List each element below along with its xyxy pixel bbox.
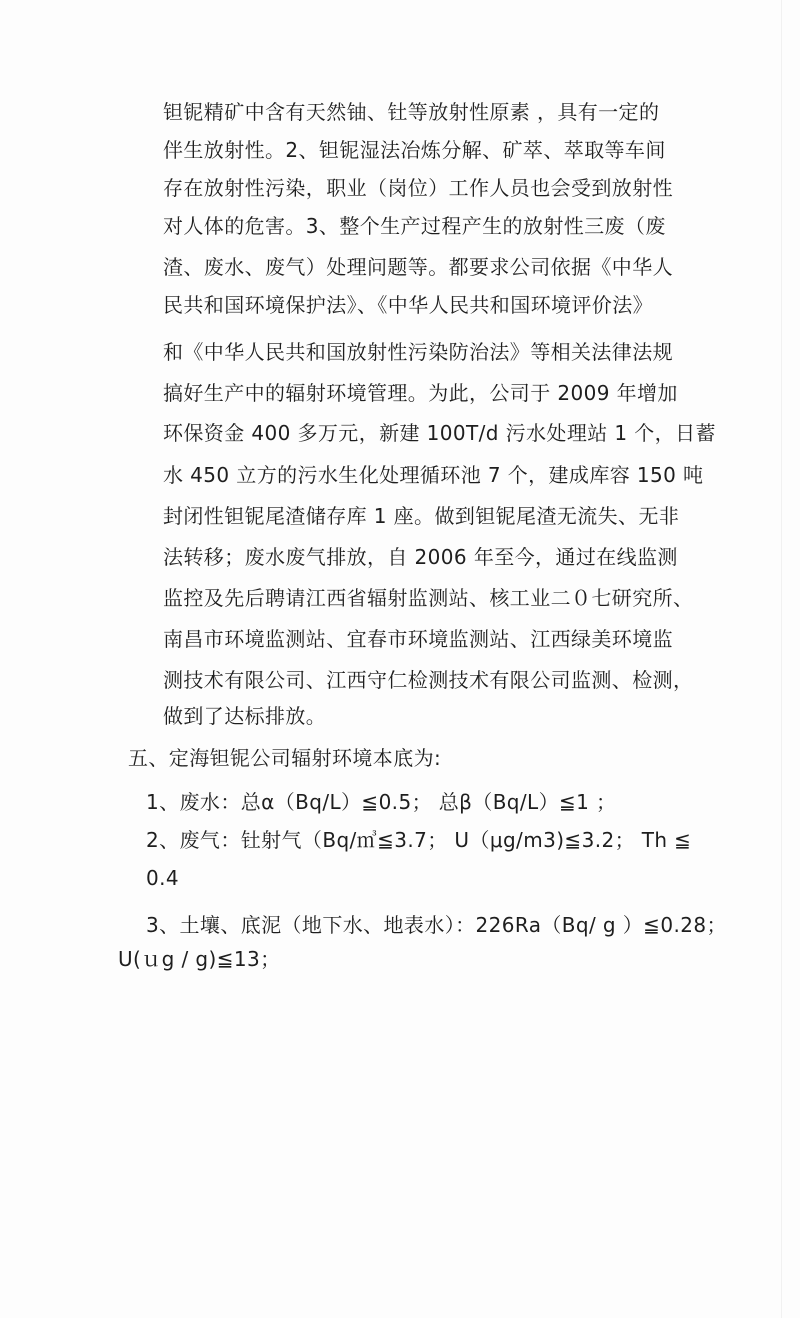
paragraph-line: 水 450 立方的污水生化处理循环池 7 个，建成库容 150 吨 — [163, 463, 704, 487]
paragraph-line: 封闭性钽铌尾渣储存库 1 座。做到钽铌尾渣无流失、无非 — [163, 504, 680, 528]
paragraph-line: 和《中华人民共和国放射性污染防治法》等相关法律法规 — [163, 340, 673, 364]
paragraph-line: 环保资金 400 多万元，新建 100T/d 污水处理站 1 个，日蓄 — [163, 421, 716, 445]
item-soil-sediment: 3、土壤、底泥（地下水、地表水）：226Ra（Bq/ g ）≦0.28； — [146, 913, 727, 937]
section-heading: 五、定海钽铌公司辐射环境本底为: — [128, 746, 442, 770]
paragraph-line: 测技术有限公司、江西守仁检测技术有限公司监测、检测， — [163, 668, 694, 692]
item-exhaust-gas: 2、废气：钍射气（Bq/㎥≦3.7； U（μg/m3)≦3.2； Th ≦ — [146, 828, 692, 852]
item-soil-sediment-continued: U(ｕg / g)≦13； — [118, 947, 281, 971]
paragraph-line: 渣、废水、废气）处理问题等。都要求公司依据《中华人 — [163, 255, 673, 279]
paragraph-line: 存在放射性污染，职业（岗位）工作人员也会受到放射性 — [163, 176, 673, 200]
paragraph-line: 做到了达标排放。 — [163, 704, 327, 728]
item-exhaust-gas-continued: 0.4 — [146, 866, 180, 890]
paragraph-line: 伴生放射性。2、钽铌湿法冶炼分解、矿萃、萃取等车间 — [163, 138, 666, 162]
paragraph-line: 对人体的危害。3、整个生产过程产生的放射性三废（废 — [163, 214, 666, 238]
paragraph-line: 民共和国环境保护法》、《中华人民共和国环境评价法》 — [163, 293, 653, 317]
paragraph-line: 钽铌精矿中含有天然铀、钍等放射性原素 ，具有一定的 — [163, 100, 660, 124]
paragraph-line: 法转移；废水废气排放，自 2006 年至今，通过在线监测 — [163, 545, 678, 569]
paragraph-line: 搞好生产中的辐射环境管理。为此，公司于 2009 年增加 — [163, 381, 678, 405]
paragraph-line: 监控及先后聘请江西省辐射监测站、核工业二０七研究所、 — [163, 586, 694, 610]
paragraph-line: 南昌市环境监测站、宜春市环境监测站、江西绿美环境监 — [163, 627, 673, 651]
item-wastewater: 1、废水：总α（Bq/L）≦0.5； 总β（Bq/L）≦1 ； — [146, 790, 617, 814]
scan-edge — [781, 0, 782, 1318]
